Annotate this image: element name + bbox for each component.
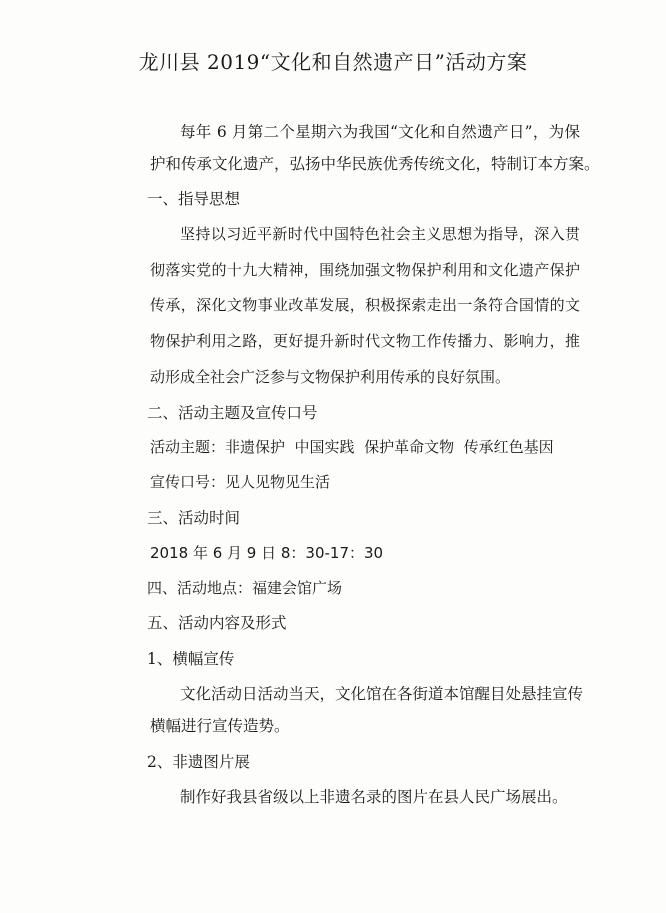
- section1-line-5: 动形成全社会广泛参与文物保护利用传承的良好氛围。: [150, 368, 511, 386]
- section2-slogan: 宣传口号：见人见物见生活: [150, 473, 331, 491]
- section5-item1-heading: 1、横幅宣传: [147, 650, 235, 668]
- intro-line-2: 护和传承文化遗产，弘扬中华民族优秀传统文化，特制订本方案。: [150, 155, 600, 173]
- section5-heading: 五、活动内容及形式: [147, 614, 287, 632]
- section1-heading: 一、指导思想: [147, 190, 241, 208]
- section2-heading: 二、活动主题及宣传口号: [147, 404, 318, 422]
- intro-line-1: 每年 6 月第二个星期六为我国“文化和自然遗产日”，为保: [180, 123, 580, 141]
- section1-line-4: 物保护利用之路，更好提升新时代文物工作传播力、影响力，推: [150, 332, 580, 350]
- document-title: 龙川县 2019“文化和自然遗产日”活动方案: [138, 50, 528, 74]
- section2-theme: 活动主题：非遗保护 中国实践 保护革命文物 传承红色基因: [150, 438, 554, 456]
- section5-item2-line-1: 制作好我县省级以上非遗名录的图片在县人民广场展出。: [180, 788, 568, 806]
- section3-time: 2018 年 6 月 9 日 8：30-17：30: [150, 544, 384, 562]
- section4-heading: 四、活动地点：福建会馆广场: [147, 579, 343, 597]
- section5-item1-line-2: 横幅进行宣传造势。: [150, 717, 290, 735]
- section1-line-1: 坚持以习近平新时代中国特色社会主义思想为指导，深入贯: [180, 225, 580, 243]
- section3-heading: 三、活动时间: [147, 509, 241, 527]
- section5-item2-heading: 2、非遗图片展: [147, 753, 250, 771]
- section1-line-3: 传承，深化文物事业改革发展，积极探索走出一条符合国情的文: [150, 296, 580, 314]
- section1-line-2: 彻落实党的十九大精神，围绕加强文物保护利用和文化遗产保护: [150, 261, 580, 279]
- section5-item1-line-1: 文化活动日活动当天，文化馆在各街道本馆醒目处悬挂宣传: [180, 685, 584, 703]
